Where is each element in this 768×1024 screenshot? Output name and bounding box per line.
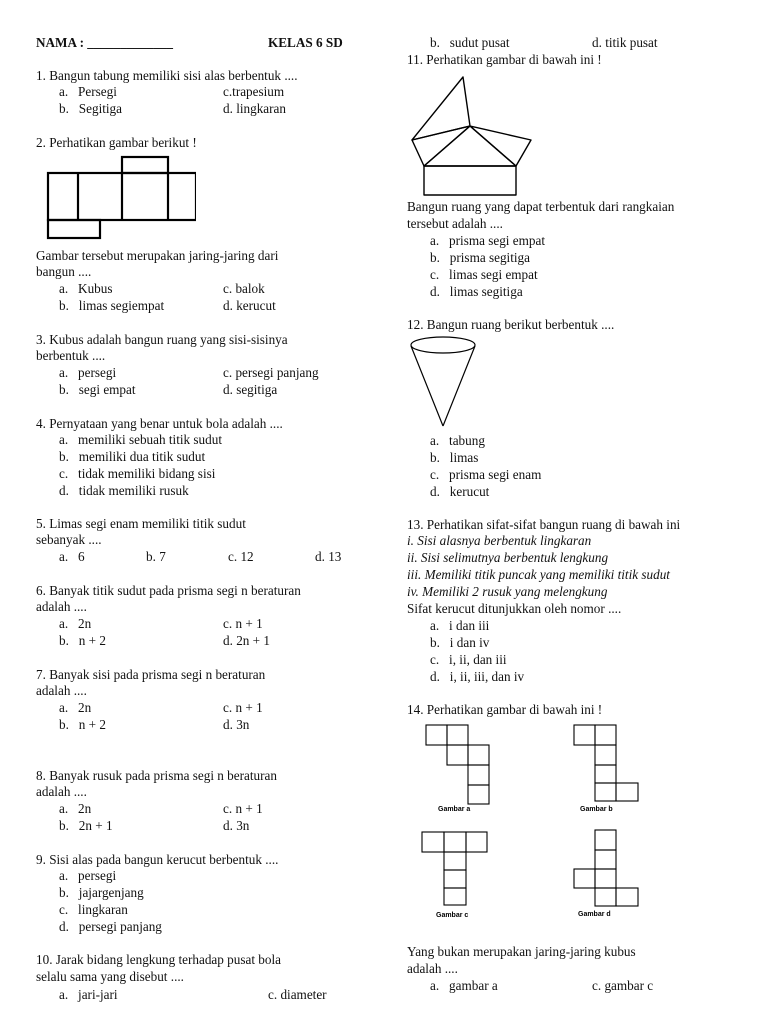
q14-option-a[interactable]: a. gambar a	[430, 978, 498, 993]
q13-property-iv: iv. Memiliki 2 rusuk yang melengkung	[407, 584, 608, 599]
q9-option-b[interactable]: b. jajargenjang	[59, 885, 144, 900]
q7-text-line2: adalah ....	[36, 683, 87, 698]
q9-option-d[interactable]: d. persegi panjang	[59, 919, 162, 934]
q10-text-line2: selalu sama yang disebut ....	[36, 969, 184, 984]
q4-option-c[interactable]: c. tidak memiliki bidang sisi	[59, 466, 216, 481]
student-name-field[interactable]: NAMA : _____________	[36, 35, 173, 50]
q10-option-a[interactable]: a. jari-jari	[59, 987, 118, 1002]
q13-option-c[interactable]: c. i, ii, dan iii	[430, 652, 507, 667]
q7-option-b[interactable]: b. n + 2	[59, 717, 106, 732]
q6-option-c[interactable]: c. n + 1	[223, 616, 263, 631]
q12-option-c[interactable]: c. prisma segi enam	[430, 467, 542, 482]
q13-property-ii: ii. Sisi selimutnya berbentuk lengkung	[407, 550, 609, 565]
q8-option-b[interactable]: b. 2n + 1	[59, 818, 113, 833]
q2-text: 2. Perhatikan gambar berikut !	[36, 135, 197, 150]
q10-option-d[interactable]: d. titik pusat	[592, 35, 658, 50]
q4-option-d[interactable]: d. tidak memiliki rusuk	[59, 483, 189, 498]
q11-text-line1: Bangun ruang yang dapat terbentuk dari rangkaian	[407, 199, 675, 214]
q7-text-line1: 7. Banyak sisi pada prisma segi n beraturan	[36, 667, 266, 682]
cube-net-c-caption: Gambar c	[436, 912, 469, 919]
q8-text-line2: adalah ....	[36, 784, 87, 799]
q12-text: 12. Bangun ruang berikut berbentuk ....	[407, 317, 615, 332]
q13-option-a[interactable]: a. i dan iii	[430, 618, 490, 633]
q12-option-a[interactable]: a. tabung	[430, 433, 485, 448]
q3-option-c[interactable]: c. persegi panjang	[223, 365, 319, 380]
q14-text-line2: adalah ....	[407, 961, 458, 976]
q6-option-d[interactable]: d. 2n + 1	[223, 633, 270, 648]
q13-text: 13. Perhatikan sifat-sifat bangun ruang di bawah ini	[407, 517, 681, 532]
q11-text-line2: tersebut adalah ....	[407, 216, 503, 231]
cone-figure	[406, 334, 480, 430]
pyramid-net-figure	[405, 70, 533, 198]
q9-text: 9. Sisi alas pada bangun kerucut berbentuk ....	[36, 852, 279, 867]
q11-option-b[interactable]: b. prisma segitiga	[430, 250, 530, 265]
q14-option-c[interactable]: c. gambar c	[592, 978, 654, 993]
q5-option-a[interactable]: a. 6	[59, 549, 85, 564]
q5-text-line2: sebanyak ....	[36, 532, 102, 547]
q8-option-a[interactable]: a. 2n	[59, 801, 92, 816]
q5-text-line1: 5. Limas segi enam memiliki titik sudut	[36, 516, 246, 531]
q1-option-b[interactable]: b. Segitiga	[59, 101, 123, 116]
q9-option-c[interactable]: c. lingkaran	[59, 902, 128, 917]
q1-option-d[interactable]: d. lingkaran	[223, 101, 286, 116]
q5-option-d[interactable]: d. 13	[315, 549, 342, 564]
q2-option-c[interactable]: c. balok	[223, 281, 265, 296]
q5-option-b[interactable]: b. 7	[146, 549, 166, 564]
cube-net-a-caption: Gambar a	[438, 806, 471, 813]
q14-text-line1: Yang bukan merupakan jaring-jaring kubus	[407, 944, 636, 959]
q3-option-d[interactable]: d. segitiga	[223, 382, 278, 397]
q7-option-c[interactable]: c. n + 1	[223, 700, 263, 715]
cube-net-b-figure	[572, 723, 642, 813]
q3-text-line1: 3. Kubus adalah bangun ruang yang sisi-sisinya	[36, 332, 288, 347]
q10-option-b[interactable]: b. sudut pusat	[430, 35, 510, 50]
q3-text-line2: berbentuk ....	[36, 348, 106, 363]
q13-prompt: Sifat kerucut ditunjukkan oleh nomor ....	[407, 601, 622, 616]
q13-property-i: i. Sisi alasnya berbentuk lingkaran	[407, 533, 592, 548]
q1-option-a[interactable]: a. Persegi	[59, 84, 117, 99]
q13-property-iii: iii. Memiliki titik puncak yang memiliki titik sudut	[407, 567, 670, 582]
q2-text-line1: Gambar tersebut merupakan jaring-jaring dari	[36, 248, 279, 263]
q2-option-a[interactable]: a. Kubus	[59, 281, 113, 296]
q12-option-d[interactable]: d. kerucut	[430, 484, 490, 499]
q3-option-b[interactable]: b. segi empat	[59, 382, 136, 397]
cube-net-c-figure	[420, 830, 492, 920]
cube-net-d-caption: Gambar d	[578, 911, 611, 918]
q6-text-line2: adalah ....	[36, 599, 87, 614]
q14-text: 14. Perhatikan gambar di bawah ini !	[407, 702, 603, 717]
q1-text: 1. Bangun tabung memiliki sisi alas berbentuk ....	[36, 68, 298, 83]
q4-option-a[interactable]: a. memiliki sebuah titik sudut	[59, 432, 222, 447]
q6-option-b[interactable]: b. n + 2	[59, 633, 106, 648]
q10-option-c[interactable]: c. diameter	[268, 987, 327, 1002]
cuboid-net-figure	[44, 154, 196, 242]
q5-option-c[interactable]: c. 12	[228, 549, 254, 564]
q2-option-b[interactable]: b. limas segiempat	[59, 298, 165, 313]
q6-text-line1: 6. Banyak titik sudut pada prisma segi n beraturan	[36, 583, 301, 598]
q11-option-d[interactable]: d. limas segitiga	[430, 284, 523, 299]
q2-text-line2: bangun ....	[36, 264, 92, 279]
q10-text-line1: 10. Jarak bidang lengkung terhadap pusat bola	[36, 952, 281, 967]
q13-option-b[interactable]: b. i dan iv	[430, 635, 490, 650]
cube-net-d-figure	[572, 828, 644, 920]
cube-net-a-figure	[424, 723, 492, 813]
q7-option-a[interactable]: a. 2n	[59, 700, 92, 715]
class-label: KELAS 6 SD	[268, 35, 343, 50]
cube-net-b-caption: Gambar b	[580, 806, 613, 813]
q8-option-c[interactable]: c. n + 1	[223, 801, 263, 816]
q7-option-d[interactable]: d. 3n	[223, 717, 250, 732]
q11-option-c[interactable]: c. limas segi empat	[430, 267, 538, 282]
q12-option-b[interactable]: b. limas	[430, 450, 479, 465]
q8-text-line1: 8. Banyak rusuk pada prisma segi n beraturan	[36, 768, 277, 783]
q13-option-d[interactable]: d. i, ii, iii, dan iv	[430, 669, 525, 684]
q11-option-a[interactable]: a. prisma segi empat	[430, 233, 545, 248]
q2-option-d[interactable]: d. kerucut	[223, 298, 276, 313]
q6-option-a[interactable]: a. 2n	[59, 616, 92, 631]
q3-option-a[interactable]: a. persegi	[59, 365, 117, 380]
q4-text: 4. Pernyataan yang benar untuk bola adalah ....	[36, 416, 283, 431]
q8-option-d[interactable]: d. 3n	[223, 818, 250, 833]
q9-option-a[interactable]: a. persegi	[59, 868, 117, 883]
q4-option-b[interactable]: b. memiliki dua titik sudut	[59, 449, 206, 464]
q11-text: 11. Perhatikan gambar di bawah ini !	[407, 52, 602, 67]
q1-option-c[interactable]: c.trapesium	[223, 84, 285, 99]
